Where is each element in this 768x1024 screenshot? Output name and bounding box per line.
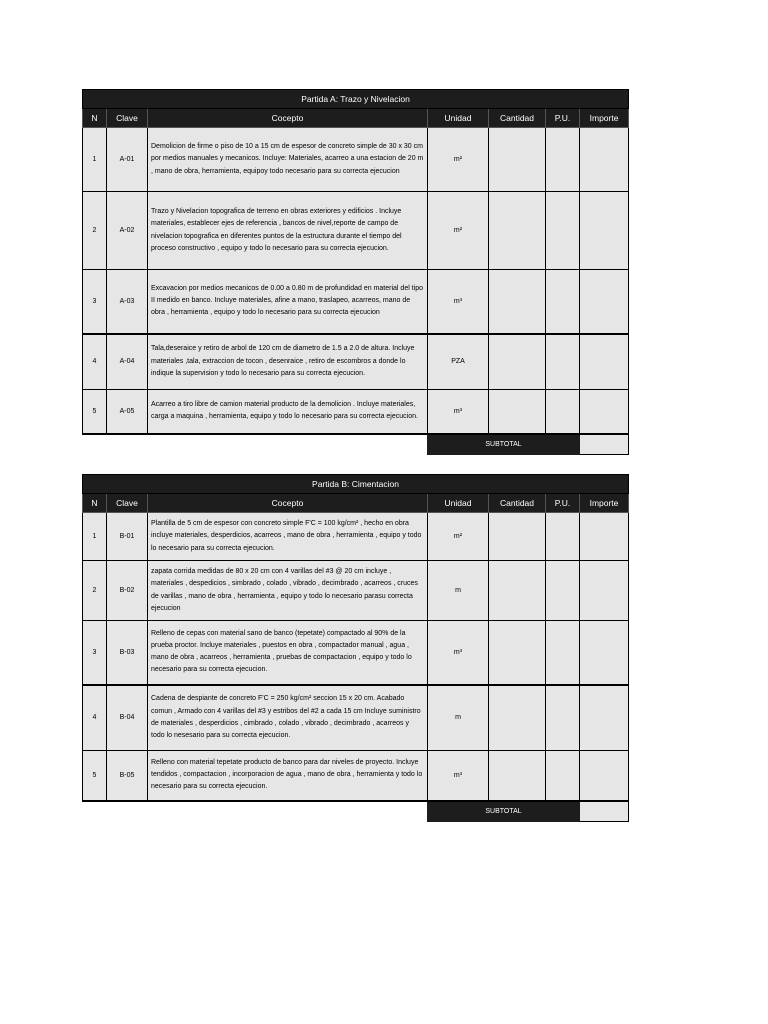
cell-pu[interactable] <box>546 270 580 334</box>
row-unit: m <box>428 561 489 621</box>
row-number: 4 <box>83 334 107 390</box>
cell-importe[interactable] <box>580 192 629 270</box>
row-description: Tala,deseraice y retiro de arbol de 120 cm de diametro de 1.5 a 2.0 de altura. Incluye materiales ,tala, extraccion de tocon , desenraice , retiro de escombros a donde lo indique la supervision y todo lo necesario para su correcta ejecucion. <box>148 334 428 390</box>
col-header-importe: Importe <box>580 494 629 513</box>
table-row <box>83 334 629 390</box>
cell-cantidad[interactable] <box>489 685 546 751</box>
cell-cantidad[interactable] <box>489 751 546 801</box>
row-description: Relleno con material tepetate producto de banco para dar niveles de proyecto. Incluye tendidos , compactacion , incorporacion de agua , mano de obra , herramienta y todo lo necesario para su correcta ejecucion. <box>148 751 428 801</box>
row-number: 1 <box>83 128 107 192</box>
table-row <box>83 513 629 561</box>
col-header-unidad: Unidad <box>428 109 489 128</box>
row-unit: m³ <box>428 270 489 334</box>
row-clave: B-02 <box>107 561 148 621</box>
cell-pu[interactable] <box>546 621 580 685</box>
row-unit: m² <box>428 513 489 561</box>
subtotal-row <box>83 434 629 455</box>
row-clave: A-01 <box>107 128 148 192</box>
row-unit: PZA <box>428 334 489 390</box>
cell-pu[interactable] <box>546 334 580 390</box>
table-row <box>83 685 629 751</box>
cell-cantidad[interactable] <box>489 334 546 390</box>
cell-pu[interactable] <box>546 513 580 561</box>
row-number: 5 <box>83 390 107 434</box>
col-header-pu: P.U. <box>546 494 580 513</box>
cell-pu[interactable] <box>546 685 580 751</box>
cell-cantidad[interactable] <box>489 270 546 334</box>
cell-cantidad[interactable] <box>489 390 546 434</box>
cell-pu[interactable] <box>546 192 580 270</box>
row-clave: A-02 <box>107 192 148 270</box>
col-header-unidad: Unidad <box>428 494 489 513</box>
col-header-cantidad: Cantidad <box>489 494 546 513</box>
col-header-n: N <box>83 494 107 513</box>
cell-importe[interactable] <box>580 561 629 621</box>
col-header-cantidad: Cantidad <box>489 109 546 128</box>
row-description: Cadena de despiante de concreto F'C = 250 kg/cm² seccion 15 x 20 cm. Acabado comun , Armado con 4 varillas del #3 y estribos del #2 a cada 15 cm Incluye suministro de materiales , desperdicios , cimbrado , colado , vibrado , decimbrado , acarreos y todo lo nesesario para su correcta ejecucion. <box>148 685 428 751</box>
col-header-importe: Importe <box>580 109 629 128</box>
row-description: Acarreo a tiro libre de camion material producto de la demolicion . Incluye materiales, carga a maquina , herramienta, equipo y todo lo necesario para su correcta ejecucion. <box>148 390 428 434</box>
cell-cantidad[interactable] <box>489 621 546 685</box>
row-description: Trazo y Nivelacion topografica de terreno en obras exteriores y edificios . Incluye materiales, establecer ejes de referencia , bancos de nivel,reporte de campo de nivelacion topografica en diferentes puntos de la estructura durante el tiempo del proceso constructivo , equipo y todo lo necesario para su correcta ejecucion. <box>148 192 428 270</box>
subtotal-label: SUBTOTAL <box>428 434 580 455</box>
section-title: Partida A: Trazo y Nivelacion <box>83 90 629 109</box>
row-unit: m³ <box>428 390 489 434</box>
row-clave: A-05 <box>107 390 148 434</box>
cell-cantidad[interactable] <box>489 128 546 192</box>
row-description: Excavacion por medios mecanicos de 0.00 a 0.80 m de profundidad en material del tipo II medido en banco. Incluye materiales, afine a mano, traslapeo, acarreos, mano de obra , herramienta , equipo y todo lo necesario para su correcta ejecucion <box>148 270 428 334</box>
row-unit: m <box>428 685 489 751</box>
row-clave: A-03 <box>107 270 148 334</box>
row-clave: B-03 <box>107 621 148 685</box>
cell-pu[interactable] <box>546 128 580 192</box>
col-header-clave: Clave <box>107 109 148 128</box>
section-title: Partida B: Cimentacion <box>83 475 629 494</box>
subtotal-value[interactable] <box>580 434 629 455</box>
row-unit: m² <box>428 128 489 192</box>
subtotal-spacer <box>83 801 428 822</box>
row-number: 3 <box>83 621 107 685</box>
cell-pu[interactable] <box>546 561 580 621</box>
row-unit: m³ <box>428 751 489 801</box>
cell-importe[interactable] <box>580 621 629 685</box>
row-number: 4 <box>83 685 107 751</box>
row-description: Plantilla de 5 cm de espesor con concreto simple F'C = 100 kg/cm² , hecho en obra incluye materiales, desperdicios, acarreos , mano de obra , herramienta , equipo y todo lo necesario para su correcta ejecucion. <box>148 513 428 561</box>
cell-cantidad[interactable] <box>489 192 546 270</box>
cell-cantidad[interactable] <box>489 561 546 621</box>
col-header-n: N <box>83 109 107 128</box>
cell-pu[interactable] <box>546 751 580 801</box>
table-row <box>83 270 629 334</box>
row-clave: B-04 <box>107 685 148 751</box>
cell-importe[interactable] <box>580 751 629 801</box>
col-header-concepto: Cocepto <box>148 494 428 513</box>
table-partida-a <box>82 89 629 455</box>
table-row <box>83 621 629 685</box>
row-description: Demolicion de firme o piso de 10 a 15 cm de espesor de concreto simple de 30 x 30 cm por medios manuales y mecanicos. Incluye: Materiales, acarreo a una estacion de 20 m , mano de obra, herramienta, equipoy todo necesario para su correcta ejecucion <box>148 128 428 192</box>
table-row <box>83 390 629 434</box>
table-row <box>83 128 629 192</box>
table-row <box>83 751 629 801</box>
cell-importe[interactable] <box>580 685 629 751</box>
col-header-concepto: Cocepto <box>148 109 428 128</box>
row-description: Relleno de cepas con material sano de banco (tepetate) compactado al 90% de la prueba proctor. Incluye materiales , puestos en obra , compactador manual , agua , mano de obra , acarreos , herramienta , pruebas de compactacion , equipo y todo lo necesario para su correcta ejecucion. <box>148 621 428 685</box>
subtotal-value[interactable] <box>580 801 629 822</box>
table-row <box>83 561 629 621</box>
cell-importe[interactable] <box>580 334 629 390</box>
cell-pu[interactable] <box>546 390 580 434</box>
table-partida-b <box>82 474 629 822</box>
row-description: zapata corrida medidas de 80 x 20 cm con 4 varillas del #3 @ 20 cm incluye , materiales , despedicios , simbrado , colado , vibrado , decimbrado , acarreos , cruces de varillas , mano de obra , herramienta , equipo y todo lo necesario parasu correcta ejecucion <box>148 561 428 621</box>
subtotal-spacer <box>83 434 428 455</box>
row-number: 2 <box>83 561 107 621</box>
row-number: 3 <box>83 270 107 334</box>
subtotal-row <box>83 801 629 822</box>
cell-importe[interactable] <box>580 513 629 561</box>
row-clave: A-04 <box>107 334 148 390</box>
row-number: 1 <box>83 513 107 561</box>
row-unit: m² <box>428 192 489 270</box>
subtotal-label: SUBTOTAL <box>428 801 580 822</box>
col-header-pu: P.U. <box>546 109 580 128</box>
row-number: 2 <box>83 192 107 270</box>
table-row <box>83 192 629 270</box>
cell-cantidad[interactable] <box>489 513 546 561</box>
row-clave: B-05 <box>107 751 148 801</box>
cell-importe[interactable] <box>580 390 629 434</box>
cell-importe[interactable] <box>580 128 629 192</box>
row-unit: m³ <box>428 621 489 685</box>
col-header-clave: Clave <box>107 494 148 513</box>
row-clave: B-01 <box>107 513 148 561</box>
row-number: 5 <box>83 751 107 801</box>
cell-importe[interactable] <box>580 270 629 334</box>
